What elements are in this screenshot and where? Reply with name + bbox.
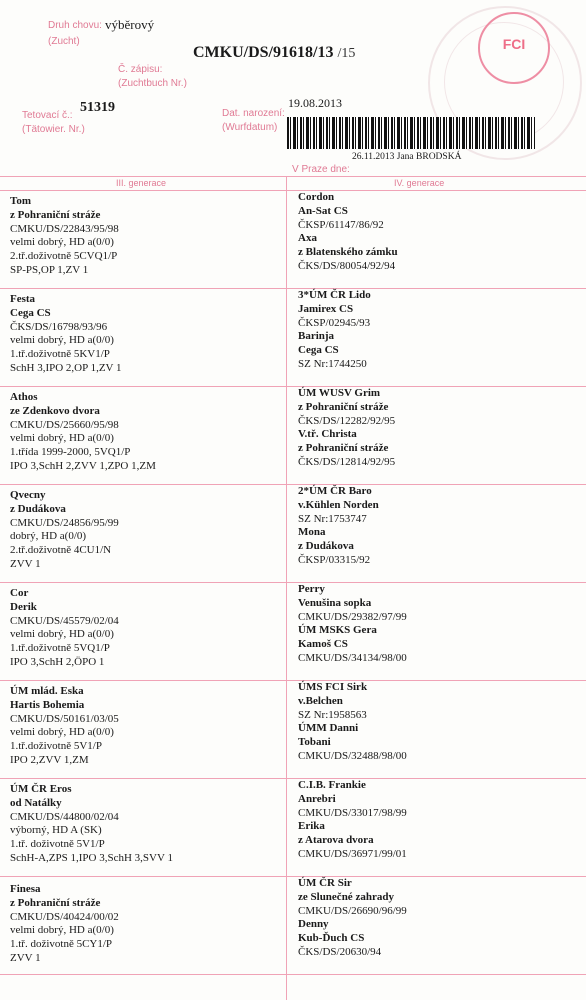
ancestor-gen4-4: 2*ÚM ČR Baro v.Kühlen Norden SZ Nr:1753747 Mona z Dudákova ČKSP/03315/92 xyxy=(298,485,379,566)
ancestor-gen3-1: Tom z Pohraniční stráže CMKU/DS/22843/95/98 velmi dobrý, HD a(0/0) 2.tř.doživotně 5CVQ1/P SP-PS,OP 1,ZV 1 xyxy=(10,195,119,276)
zapis-label-de: (Zuchtbuch Nr.) xyxy=(118,78,187,89)
ancestor-gen3-6: ÚM mlád. Eska Hartis Bohemia CMKU/DS/50161/03/05 velmi dobrý, HD a(0/0) 1.tř.doživotně 5V1/P IPO 2,ZVV 1,ZM xyxy=(10,685,119,766)
gen3-label: III. generace xyxy=(116,178,167,188)
druh-label: Druh chovu: xyxy=(48,20,102,31)
ancestor-gen4-5: Perry Venušina sopka CMKU/DS/29382/97/99 ÚM MSKS Gera Kamoš CS CMKU/DS/34134/98/00 xyxy=(298,583,407,664)
ancestor-gen3-7: ÚM ČR Eros od Natálky CMKU/DS/44800/02/04 výborný, HD A (SK) 1.tř. doživotně 5V1/P SchH-A,ZPS 1,IPO 3,SchH 3,SVV 1 xyxy=(10,783,173,864)
ancestor-gen4-1: Cordon An-Sat CS ČKSP/61147/86/92 Axa z Blatenského zámku ČKS/DS/80054/92/94 xyxy=(298,191,398,272)
issued-value: 26.11.2013 Jana BRODSKÁ xyxy=(352,152,462,162)
ancestor-gen4-3: ÚM WUSV Grim z Pohraniční stráže ČKS/DS/12282/92/95 V.tř. Christa z Pohraniční stráže ČKS/DS/12814/92/95 xyxy=(298,387,396,468)
tetovaci-label-de: (Tätowier. Nr.) xyxy=(22,124,85,135)
ancestor-gen4-8: ÚM ČR Sir ze Slunečné zahrady CMKU/DS/26690/96/99 Denny Kub-Ďuch CS ČKS/DS/20630/94 xyxy=(298,877,407,958)
ancestor-gen4-6: ÚMS FCI Sirk v.Belchen SZ Nr:1958563 ÚMM Danni Tobani CMKU/DS/32488/98/00 xyxy=(298,681,407,762)
narozeni-label: Dat. narození: xyxy=(222,108,285,119)
druh-value: výběrový xyxy=(105,17,155,32)
fci-logo: FCI xyxy=(478,12,550,84)
issued-place-label: V Praze dne: xyxy=(292,164,350,175)
ancestor-gen3-2: Festa Cega CS ČKS/DS/16798/93/96 velmi dobrý, HD a(0/0) 1.tř.doživotně 5KV1/P SchH 3,IPO 2,OP 1,ZV 1 xyxy=(10,293,122,374)
barcode xyxy=(287,117,535,149)
ancestor-gen3-5: Cor Derik CMKU/DS/45579/02/04 velmi dobrý, HD a(0/0) 1.tř.doživotně 5VQ1/P IPO 3,SchH 2,ÖPO 1 xyxy=(10,587,119,668)
ancestor-gen4-2: 3*ÚM ČR Lido Jamirex CS ČKSP/02945/93 Barinja Cega CS SZ Nr:1744250 xyxy=(298,289,371,370)
gen4-label: IV. generace xyxy=(394,178,445,188)
zapis-label: Č. zápisu: xyxy=(118,64,163,75)
tetovaci-value: 51319 xyxy=(80,100,115,115)
registration-suffix: /15 xyxy=(337,46,356,61)
ancestor-gen3-8: Finesa z Pohraniční stráže CMKU/DS/40424/00/02 velmi dobrý, HD a(0/0) 1.tř. doživotně 5CY1/P ZVV 1 xyxy=(10,883,119,964)
ancestor-gen4-7: C.I.B. Frankie Anrebri CMKU/DS/33017/98/99 Erika z Atarova dvora CMKU/DS/36971/99/01 xyxy=(298,779,407,860)
narozeni-value: 19.08.2013 xyxy=(288,96,342,110)
registration-number: CMKU/DS/91618/13 /15 xyxy=(193,44,356,61)
narozeni-label-de: (Wurfdatum) xyxy=(222,122,278,133)
ancestor-gen3-3: Athos ze Zdenkovo dvora CMKU/DS/25660/95/98 velmi dobrý, HD a(0/0) 1.třída 1999-2000, 5VQ1/P IPO 3,SchH 2,ZVV 1,ZPO 1,ZM xyxy=(10,391,156,472)
druh-label-de: (Zucht) xyxy=(48,36,80,47)
ancestor-gen3-4: Qvecny z Dudákova CMKU/DS/24856/95/99 dobrý, HD a(0/0) 2.tř.doživotně 4CU1/N ZVV 1 xyxy=(10,489,119,570)
tetovaci-label: Tetovací č.: xyxy=(22,110,73,121)
